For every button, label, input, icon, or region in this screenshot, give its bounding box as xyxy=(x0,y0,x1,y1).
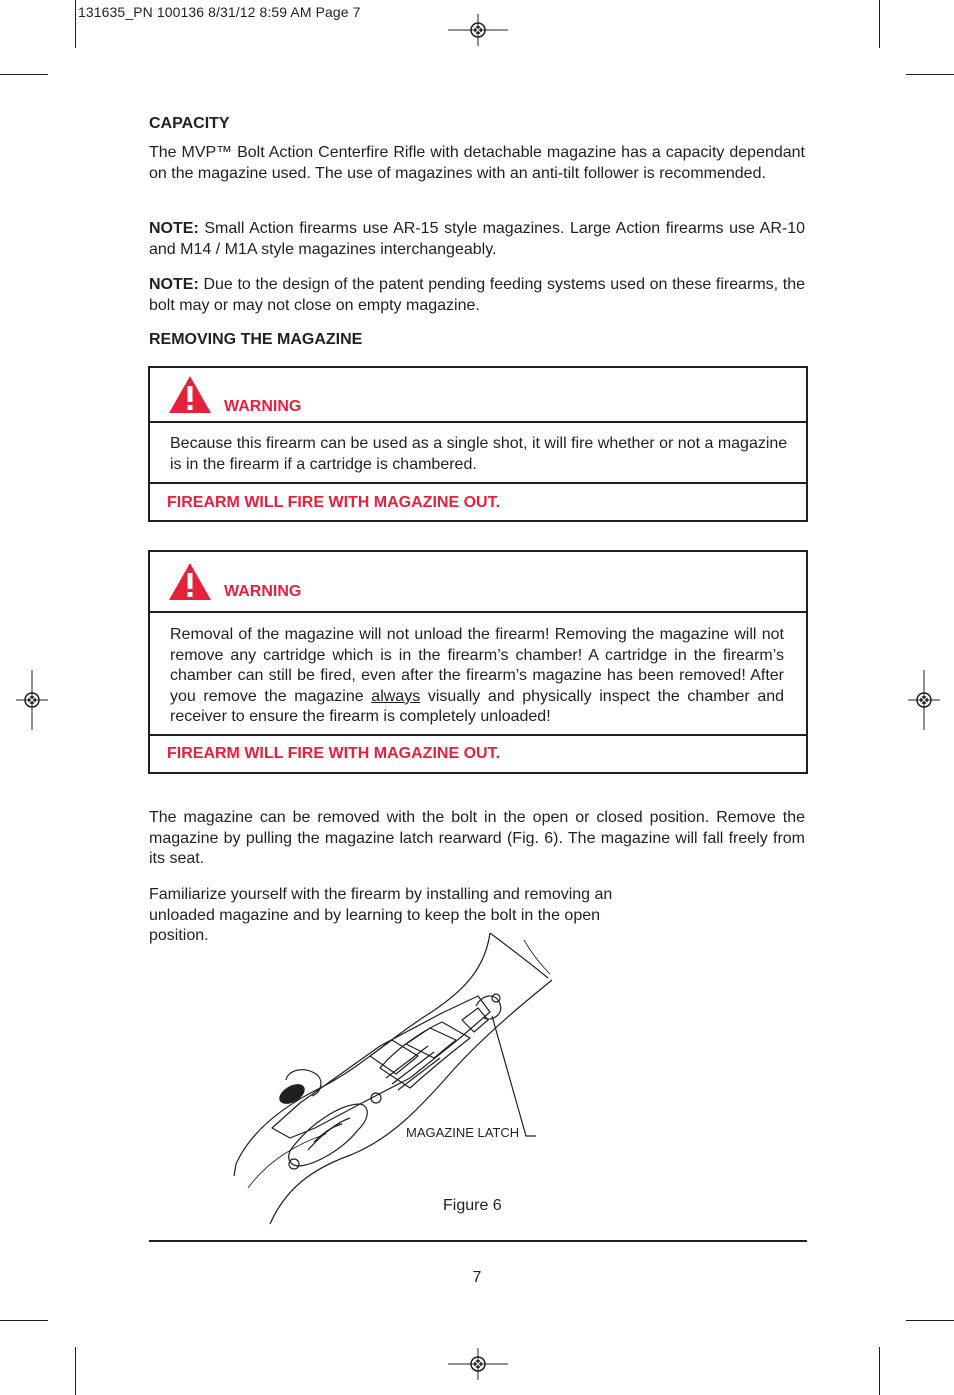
registration-mark-right-icon xyxy=(908,670,940,730)
warning-triangle-icon xyxy=(168,375,212,414)
magazine-latch-callout: MAGAZINE LATCH xyxy=(406,1125,520,1140)
registration-mark-top-icon xyxy=(448,14,508,46)
warning-box-single-shot xyxy=(148,366,808,522)
warning-footer: FIREARM WILL FIRE WITH MAGAZINE OUT. xyxy=(167,494,501,511)
note-text: Due to the design of the patent pending feeding systems used on these firearms, the bolt may or may not close on empty magazine. xyxy=(149,276,805,314)
footer-rule xyxy=(149,1240,807,1242)
warning-footer: FIREARM WILL FIRE WITH MAGAZINE OUT. xyxy=(167,744,501,762)
warning-title: WARNING xyxy=(224,583,302,600)
crop-mark-bottom-left-v xyxy=(75,1347,76,1395)
warning-header xyxy=(150,552,806,613)
note-text: Small Action firearms use AR-15 style magazines. Large Action firearms use AR-10 and M14 / M1A style magazines interchangeably. xyxy=(149,220,805,258)
note-label: NOTE: xyxy=(149,276,199,293)
crop-mark-top-left-v xyxy=(75,0,76,48)
registration-mark-bottom-icon xyxy=(448,1348,508,1380)
note-feeding-system xyxy=(149,275,805,316)
familiarize-line: Familiarize yourself with the firearm by installing and removing an xyxy=(149,886,613,903)
printer-slug-line: 131635_PN 100136 8/31/12 8:59 AM Page 7 xyxy=(78,4,361,20)
crop-mark-bottom-right-v xyxy=(879,1347,880,1395)
warning-triangle-icon xyxy=(168,562,212,601)
warning-body-emphasis: always xyxy=(371,687,421,705)
crop-mark-bottom-left-h xyxy=(0,1320,48,1321)
crop-mark-bottom-right-h xyxy=(906,1320,954,1321)
warning-body-text: Removal of the magazine will not unload the firearm! Removing the magazine will not remove any cartridge which is in the firearm’s chamber! A cartridge in the firearm’s chamber can still be fired, even after the firearm’s magazine has been removed! After you remove the magazine xyxy=(170,626,784,705)
page-number: 7 xyxy=(472,1269,482,1286)
familiarize-line: unloaded magazine and by learning to keep the bolt in the open xyxy=(149,906,601,924)
registration-mark-left-icon xyxy=(16,670,48,730)
rifle-magazine-latch-illustration xyxy=(230,928,560,1228)
capacity-paragraph: The MVP™ Bolt Action Centerfire Rifle with detachable magazine has a capacity dependant on the magazine used. The use of magazines with an anti-tilt follower is recommended. xyxy=(149,144,805,182)
warning-body xyxy=(150,613,806,736)
capacity-heading: CAPACITY xyxy=(149,115,230,132)
warning-body-text-end: visually and physically inspect the chamber and receiver to ensure the firearm is completely unloaded! xyxy=(170,687,785,725)
warning-title: WARNING xyxy=(224,398,302,415)
figure-caption: Figure 6 xyxy=(443,1197,502,1214)
crop-mark-top-right-v xyxy=(879,0,880,48)
warning-box-removal xyxy=(148,550,808,774)
note-label: NOTE: xyxy=(149,220,199,237)
warning-body: Because this firearm can be used as a single shot, it will fire whether or not a magazine is in the firearm if a cartridge is chambered. xyxy=(150,423,806,484)
crop-mark-top-left-h xyxy=(0,74,48,75)
crop-mark-top-right-h xyxy=(906,74,954,75)
note-small-action xyxy=(149,219,805,260)
removing-magazine-heading: REMOVING THE MAGAZINE xyxy=(149,331,363,348)
removal-paragraph: The magazine can be removed with the bolt in the open or closed position. Remove the magazine by pulling the magazine latch rearward (Fig. 6). The magazine will fall freely from its seat. xyxy=(149,809,805,867)
familiarize-line: position. xyxy=(149,927,209,944)
warning-header xyxy=(150,368,806,423)
